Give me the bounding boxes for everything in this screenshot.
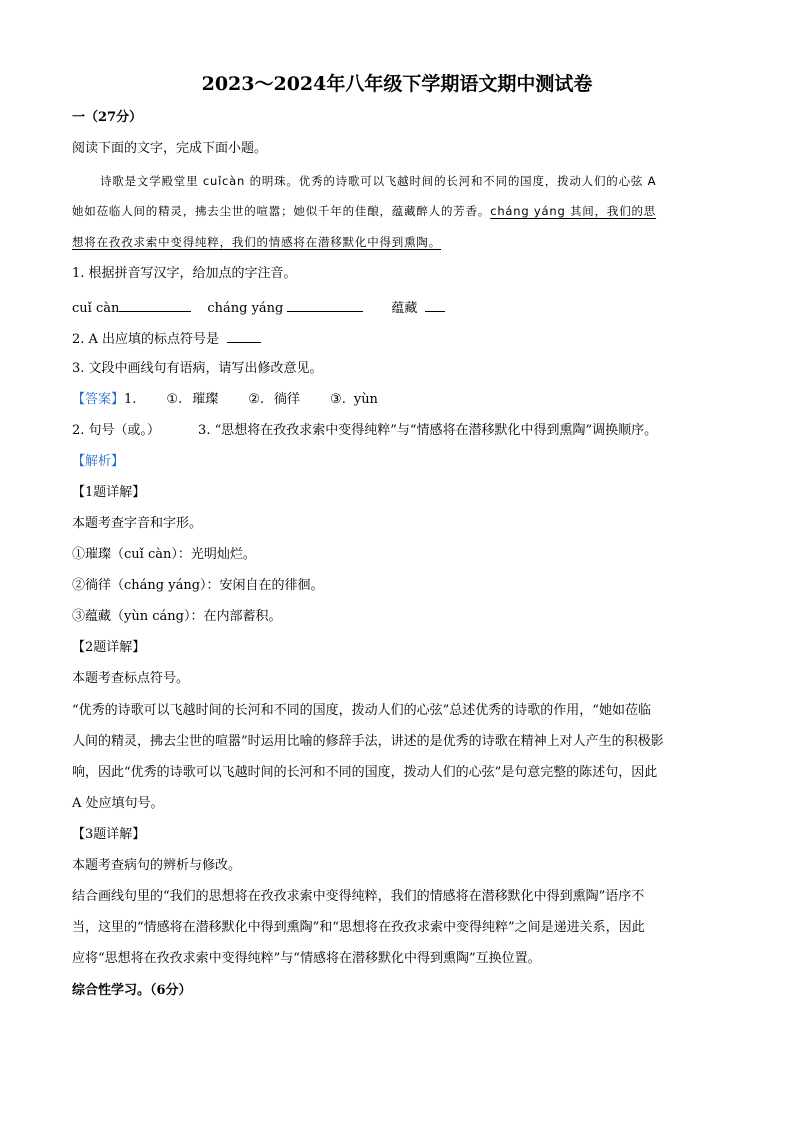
reading-instruction: 阅读下面的文字，完成下面小题。 <box>72 141 268 156</box>
passage-line-3-underlined: 想将在孜孜求索中变得纯粹，我们的情感将在潜移默化中得到熏陶。 <box>72 235 441 249</box>
detail-2-line-1: “优秀的诗歌可以飞越时间的长河和不同的国度，拨动人们的心弦”总述优秀的诗歌的作用，“她如莅临 <box>72 703 651 718</box>
detail-3-line-2: 当，这里的“情感将在潜移默化中得到熏陶”和“思想将在孜孜求索中变得纯粹”之间是递进关系，因此 <box>72 920 645 935</box>
answer-2-marker: ②. <box>248 392 265 407</box>
answer-3-marker: ③. <box>330 392 346 407</box>
detail-3-heading: 【3题详解】 <box>72 827 146 842</box>
detail-3-intro: 本题考查病句的辨析与修改。 <box>72 858 242 873</box>
question-2-prompt: 2. A 出应填的标点符号是 <box>72 332 220 347</box>
section-two-heading: 综合性学习。（6分） <box>72 983 192 998</box>
question-2 <box>72 329 261 348</box>
passage-line-2-text: 她如莅临人间的精灵，拂去尘世的喧嚣；她似千年的佳酿，蕴藏醉人的芳香。 <box>72 204 491 218</box>
detail-1-heading: 【1题详解】 <box>72 485 146 500</box>
passage-line-1: 诗歌是文学殿堂里 cuǐcàn 的明珠。优秀的诗歌可以飞越时间的长河和不同的国度，拨动人们的心弦 A <box>100 174 657 188</box>
answer-line-2 <box>72 423 657 439</box>
passage-line-2 <box>72 203 656 219</box>
section-one-heading: 一（27分） <box>72 110 143 125</box>
answer-num: 1. <box>124 392 137 407</box>
q1-blank-3[interactable] <box>425 298 445 312</box>
detail-3-line-3: 应将“思想将在孜孜求索中变得纯粹”与“情感将在潜移默化中得到熏陶”互换位置。 <box>72 951 541 966</box>
question-1-items <box>72 298 445 317</box>
passage-underlined-start: cháng yáng 其间，我们的思 <box>490 204 657 218</box>
detail-2-line-2: 人间的精灵，拂去尘世的喧嚣”时运用比喻的修辞手法，讲述的是优秀的诗歌在精神上对人产生的积极影 <box>72 734 664 749</box>
answer-tag: 【答案】 <box>72 392 125 407</box>
analysis-tag: 【解析】 <box>72 454 125 469</box>
q1-item-yuncang: 蕴藏 <box>391 301 418 316</box>
q1-blank-1[interactable] <box>119 298 191 312</box>
detail-1-intro: 本题考查字音和字形。 <box>72 516 203 531</box>
answer-1: 璀璨 <box>192 392 219 407</box>
detail-3-line-1: 结合画线句里的“我们的思想将在孜孜求索中变得纯粹，我们的情感将在潜移默化中得到熏陶”语序不 <box>72 889 645 904</box>
q2-blank[interactable] <box>227 329 261 343</box>
page-title: 2023～2024年八年级下学期语文期中测试卷 <box>201 73 593 95</box>
answer-1-marker: ①. <box>166 392 183 407</box>
q1-item-changyang: cháng yáng <box>207 301 284 316</box>
q1-blank-2[interactable] <box>287 298 363 312</box>
detail-2-intro: 本题考查标点符号。 <box>72 671 190 686</box>
detail-1-item-1: ①璀璨（cuǐ càn）：光明灿烂。 <box>72 547 256 562</box>
detail-2-line-4: A 处应填句号。 <box>72 796 164 811</box>
q1-item-cuican: cuǐ càn <box>72 301 120 316</box>
answer-3: yùn <box>353 392 378 407</box>
question-1-prompt: 1. 根据拼音写汉字，给加点的字注音。 <box>72 266 297 281</box>
answer-2-text: 2. 句号（或。） <box>72 423 161 438</box>
detail-1-item-2: ②徜徉（cháng yáng）：安闲自在的徘徊。 <box>72 578 324 593</box>
answer-2: 徜徉 <box>274 392 301 407</box>
answer-3-text: 3. “思想将在孜孜求索中变得纯粹”与“情感将在潜移默化中得到熏陶”调换顺序。 <box>198 423 658 438</box>
question-3-prompt: 3. 文段中画线句有语病，请写出修改意见。 <box>72 361 323 376</box>
detail-2-heading: 【2题详解】 <box>72 640 146 655</box>
detail-2-line-3: 响，因此“优秀的诗歌可以飞越时间的长河和不同的国度，拨动人们的心弦”是句意完整的陈述句，因此 <box>72 765 658 780</box>
detail-1-item-3: ③蕴藏（yùn cáng）：在内部蓄积。 <box>72 609 282 624</box>
answer-line-1 <box>72 392 378 408</box>
